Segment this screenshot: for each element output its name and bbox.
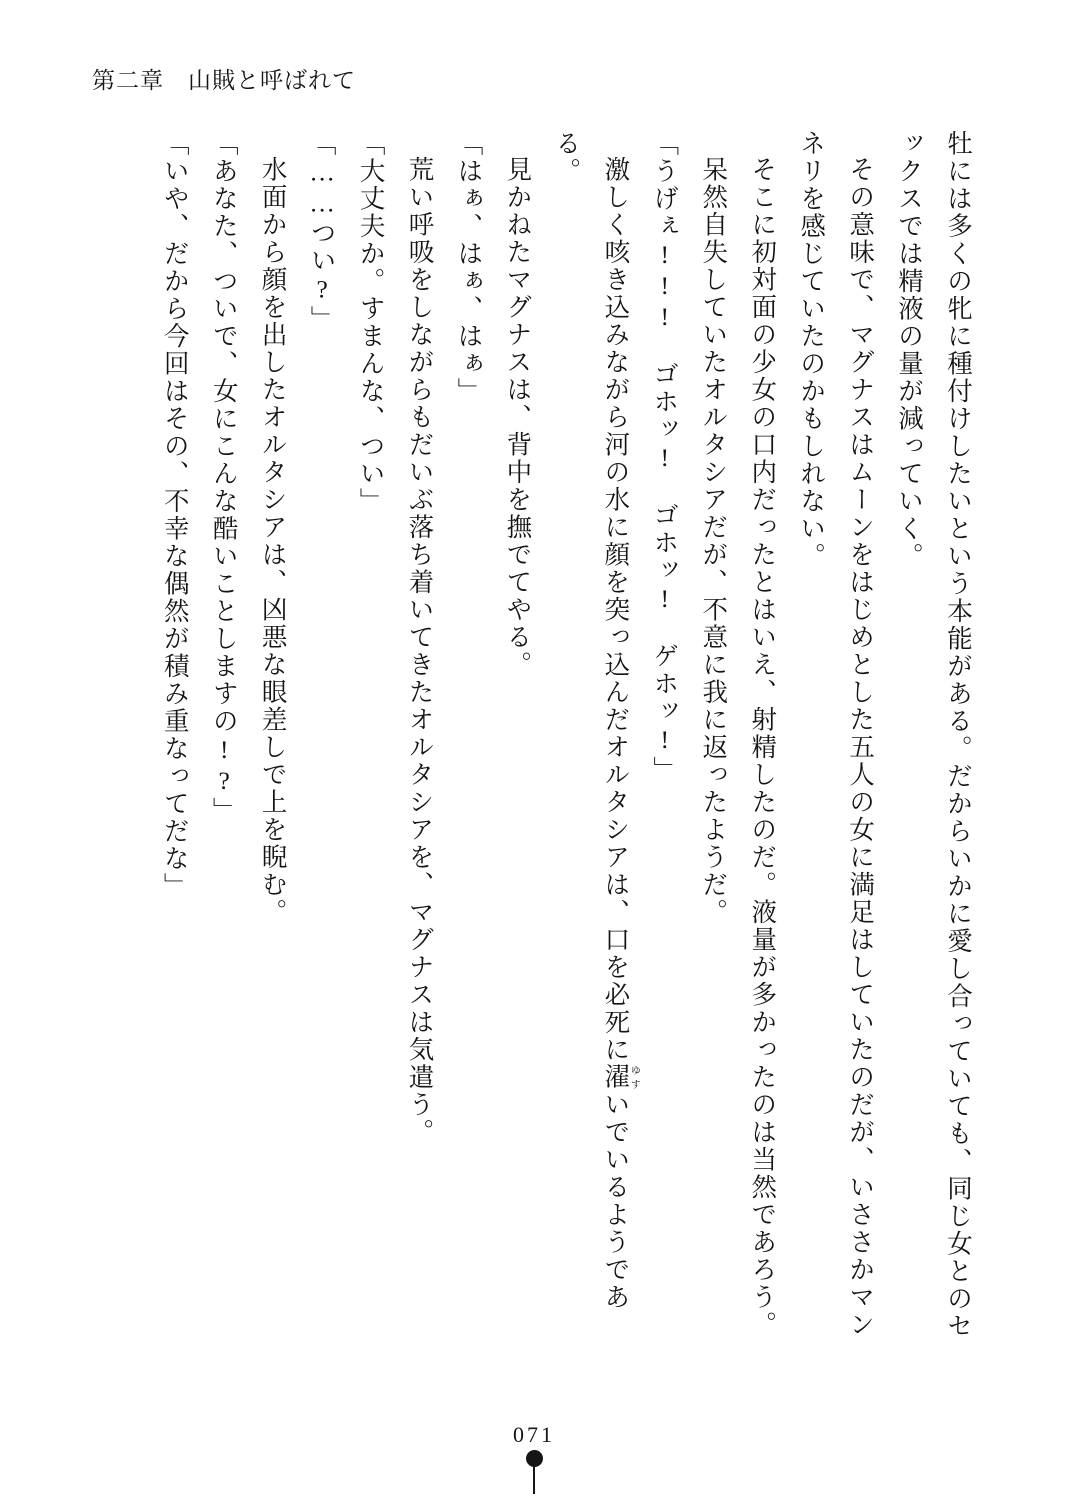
running-head-chapter-title: 第二章 山賊と呼ばれて [92, 68, 356, 93]
flower-pin-ornament [0, 1450, 1068, 1494]
body-text-block [150, 130, 982, 1360]
dialogue-line: 「はぁ、はぁ、はぁ」 [454, 130, 484, 405]
paragraph: 見かねたマグナスは、背中を撫でてやる。 [503, 155, 533, 678]
ruby-annotation: 濯ゆす [601, 1063, 640, 1091]
dialogue-line: 「あなた、ついで、女にこんな酷いことしますの!?」 [209, 130, 239, 825]
dialogue-line: 「いや、だから今回はその、不幸な偶然が積み重なってだな」 [160, 130, 190, 900]
ornament-stem [533, 1466, 535, 1494]
dialogue-line: 「うげぇ!!! ゴホッ! ゴホッ! ゲホッ!」 [650, 130, 680, 784]
ruby-text: ゆす [628, 1063, 640, 1091]
dialogue-line: 「大丈夫か。すまんな、つい」 [356, 130, 386, 515]
paragraph: 水面から顔を出したオルタシアは、凶悪な眼差しで上を睨む。 [258, 155, 288, 926]
paragraph-with-ruby: 激しく咳き込みながら河の水に顔を突っ込んだオルタシアは、口を必死に濯ゆすいでいるようである。 [552, 130, 640, 1311]
page-number: 071 [513, 1422, 555, 1447]
paragraph: その意味で、マグナスはムーンをはじめとした五人の女に満足はしていたのだが、いささかマンネリを感じていたのかもしれない。 [797, 130, 876, 1338]
paragraph: 荒い呼吸をしながらもだいぶ落ち着いてきたオルタシアを、マグナスは気遣う。 [405, 155, 435, 1146]
ornament-dot [526, 1450, 543, 1467]
paragraph: 牡には多くの牝に種付けしたいという本能がある。だからいかに愛し合っていても、同じ女とのセックスでは精液の量が減っていく。 [895, 130, 973, 1340]
paragraph: 呆然自失していたオルタシアだが、不意に我に返ったようだ。 [699, 155, 729, 926]
dialogue-line: 「……つい?」 [307, 130, 337, 333]
paragraph: そこに初対面の少女の口内だったとはいえ、射精したのだ。液量が多かったのは当然であろう。 [748, 155, 778, 1338]
